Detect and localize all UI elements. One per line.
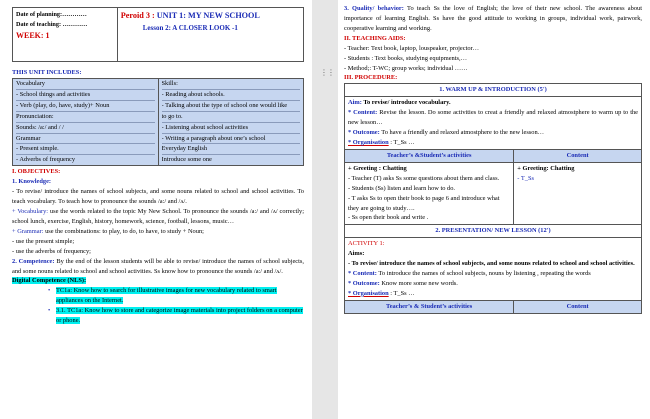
- period-label: Peroid 3 :: [120, 11, 157, 20]
- grammar-line: - use the adverbs of frequency;: [12, 247, 91, 255]
- grammar-line: - use the present simple;: [12, 237, 75, 245]
- aim-label: Aim:: [348, 99, 362, 107]
- digital-competence-heading: [12, 276, 304, 286]
- content-line: [348, 108, 638, 128]
- greeting-left: + Greeting : Chatting: [348, 164, 407, 172]
- week-label: WEEK: 1: [16, 31, 50, 41]
- warmup-aims-cell[interactable]: [345, 97, 642, 150]
- list-item: [56, 306, 304, 326]
- vocabulary-paragraph: [12, 207, 304, 227]
- teaching-aids-line: - Teacher: Text book, laptop, louspeaker, projector…: [344, 44, 480, 52]
- attitude-paragraph: [344, 4, 642, 34]
- activity-line: - Students (Ss) listen and learn how to do.: [348, 184, 456, 192]
- content-column-header[interactable]: Content: [514, 149, 642, 162]
- drag-handle-icon[interactable]: ⋮⋮: [320, 68, 334, 77]
- greeting-right: + Greeting: Chatting: [517, 164, 575, 172]
- aims-text: - To revise/ introduce the names of school subjects, and some nouns related to school and school activities.: [348, 260, 635, 268]
- teaching-aids-heading: II. TEACHING AIDS:: [344, 34, 406, 42]
- vocab-line: Vocabulary: [16, 79, 155, 90]
- planning-cell[interactable]: [13, 8, 118, 62]
- vocab-line: Sounds: /a:/ and / /: [16, 123, 155, 134]
- vocabulary-column[interactable]: [13, 78, 159, 165]
- unit-cell[interactable]: [117, 8, 303, 62]
- vocab-line: - Verb (play, do, have, study)+ Noun: [16, 101, 155, 112]
- grammar-label: + Grammar:: [12, 227, 44, 235]
- skills-line: - Listening about school activities: [162, 123, 301, 134]
- aims-label: Aims:: [348, 250, 365, 258]
- outcome-text: To have a friendly and relaxed atmostphere to the new lesson…: [379, 129, 545, 137]
- greeting-right-line: - T_Ss: [517, 174, 535, 182]
- warmup-table: [344, 83, 642, 313]
- warmup-heading[interactable]: 1. WARM UP & INTRODUCTION (5'): [345, 84, 642, 97]
- digital-competence-label: Digital Competence (NLS):: [12, 277, 87, 285]
- presentation-heading[interactable]: 2. PRESENTATION/ NEW LESSON (12'): [345, 225, 642, 238]
- content-line: [348, 269, 638, 279]
- skills-column[interactable]: [158, 78, 304, 165]
- skills-line: to go to.: [162, 112, 301, 123]
- vocabulary-text: use the words related to the topic My New School. To pronounce the sounds /a:/ and /ʌ/ correctly; school lunch, exercise, English, history, homework, science, football, lessons, music…: [12, 207, 304, 225]
- lesson-header-table: [12, 7, 304, 62]
- date-of-planning: Date of planning:…………: [16, 11, 87, 18]
- skills-line: - Writing a paragraph about one’s school: [162, 134, 301, 145]
- organisation-label: * Organisation: [348, 289, 389, 297]
- document-page-left: [0, 0, 312, 419]
- competence-heading: 2. Competence:: [12, 257, 55, 265]
- organisation-text: : T_Ss …: [388, 138, 415, 146]
- list-item: [56, 286, 304, 306]
- content-column-header-2[interactable]: Content: [514, 300, 642, 313]
- aim-text: To revise/ introduce vocabulary.: [361, 99, 451, 107]
- vocab-line: Grammar: [16, 134, 155, 145]
- date-of-teaching: Date of teaching: …………: [16, 20, 88, 28]
- objectives-heading: I. OBJECTIVES:: [12, 168, 61, 176]
- vocab-line: Pronunciation:: [16, 112, 155, 123]
- competence-paragraph: [12, 257, 304, 277]
- content-label: * Content:: [348, 109, 378, 117]
- unit-includes-title: THIS UNIT INCLUDES:: [12, 69, 82, 76]
- outcome-label: * Outcome:: [348, 129, 380, 137]
- vocabulary-label: + Vocabulary:: [12, 207, 49, 215]
- skills-line: Everyday English: [162, 144, 301, 155]
- attitude-heading: 3. Quality/ behavior:: [344, 5, 404, 12]
- skills-line: - Talking about the type of school one would like: [162, 101, 301, 112]
- content-cell[interactable]: [514, 162, 642, 225]
- skills-line: Introduce some one: [161, 156, 212, 164]
- teacher-activities-header-2[interactable]: Teacher’s & Student’s activities: [345, 300, 514, 313]
- unit-title: [121, 10, 300, 23]
- procedure-heading: III. PROCEDURE:: [344, 74, 398, 82]
- digital-item-text: 3.1. TC1a: Know how to store and categorize image materials into project folders on a computer or phone.: [56, 307, 303, 325]
- organisation-text: : T_Ss …: [388, 289, 415, 297]
- competence-text: By the end of the lesson students will be able to revise/ introduce the names of school subjects, and some nouns related to school and school activities. Ss know how to pronounce the sounds /a:/ and /ʌ/.: [12, 257, 304, 275]
- vocab-line: - Adverbs of frequency: [16, 156, 76, 164]
- knowledge-text: - To revise/ introduce the names of school subjects, and some nouns related to school and school activities. To teach vocabulary. To teach how to pronounce the sounds /a:/ and /ʌ/.: [12, 188, 304, 206]
- grammar-paragraph: [12, 227, 304, 237]
- lesson-title: Lesson 2: A CLOSER LOOK -1: [142, 23, 238, 32]
- vocab-line: - School things and activities: [16, 90, 155, 101]
- outcome-text: Know more some new words.: [379, 279, 458, 287]
- attitude-text: To teach Ss the love of English; the love of their new school. The awareness about importance of learning English. Ss have the good attitude to working in groups, individual work, pairwork, cooperative learning and working.: [344, 5, 642, 32]
- teaching-aids-line: - Method;: T-WC; group works; individual ……: [344, 64, 468, 72]
- activity-line: - Teacher (T) asks Ss some questions about them and class.: [348, 174, 500, 182]
- activity-1-title: ACTIVITY 1:: [348, 240, 385, 248]
- activity-1-cell[interactable]: [345, 238, 642, 301]
- aim-line: [348, 98, 638, 108]
- digital-item-text: TC1a: Know how to search for illustrative images for new vocabulary related to smart appliances on the Internet.: [56, 287, 277, 305]
- knowledge-heading: 1. Knowledge:: [12, 178, 52, 186]
- vocab-line: - Present simple.: [16, 144, 155, 155]
- content-text: Revise the lesson. Do some activities to creat a friendly and relaxed atmostphere to warm up to the new lesson…: [348, 109, 638, 127]
- skills-line: - Reading about schools.: [162, 90, 301, 101]
- organisation-line: [348, 289, 638, 299]
- document-page-right: [338, 0, 650, 419]
- organisation-label: * Organisation: [348, 138, 389, 146]
- teaching-aids-line: - Students : Text books, studying equipments,…: [344, 54, 467, 62]
- activity-line: - T asks Ss to open their book to page 6 and introduce what they are going to study….: [348, 194, 500, 212]
- page-gap: [312, 0, 338, 419]
- teacher-activities-cell[interactable]: [345, 162, 514, 225]
- grammar-text: use the combinations: to play, to do, to have, to study + Noun;: [43, 227, 204, 235]
- organisation-line: [348, 138, 638, 148]
- activity-line: - Ss open their book and write .: [348, 214, 429, 222]
- outcome-label: * Outcome:: [348, 279, 380, 287]
- content-label: * Content:: [348, 270, 377, 278]
- teacher-activities-header[interactable]: Teacher’s &Student’s activities: [345, 149, 514, 162]
- unit-name: UNIT 1: MY NEW SCHOOL: [156, 11, 260, 20]
- unit-includes-table: [12, 78, 304, 166]
- content-text: To introduce the names of school subjects, nouns by listening , repeating the words: [376, 270, 591, 278]
- outcome-line: [348, 128, 638, 138]
- digital-competence-list: [12, 286, 304, 326]
- outcome-line: [348, 279, 638, 289]
- skills-line: Skills:: [162, 79, 301, 90]
